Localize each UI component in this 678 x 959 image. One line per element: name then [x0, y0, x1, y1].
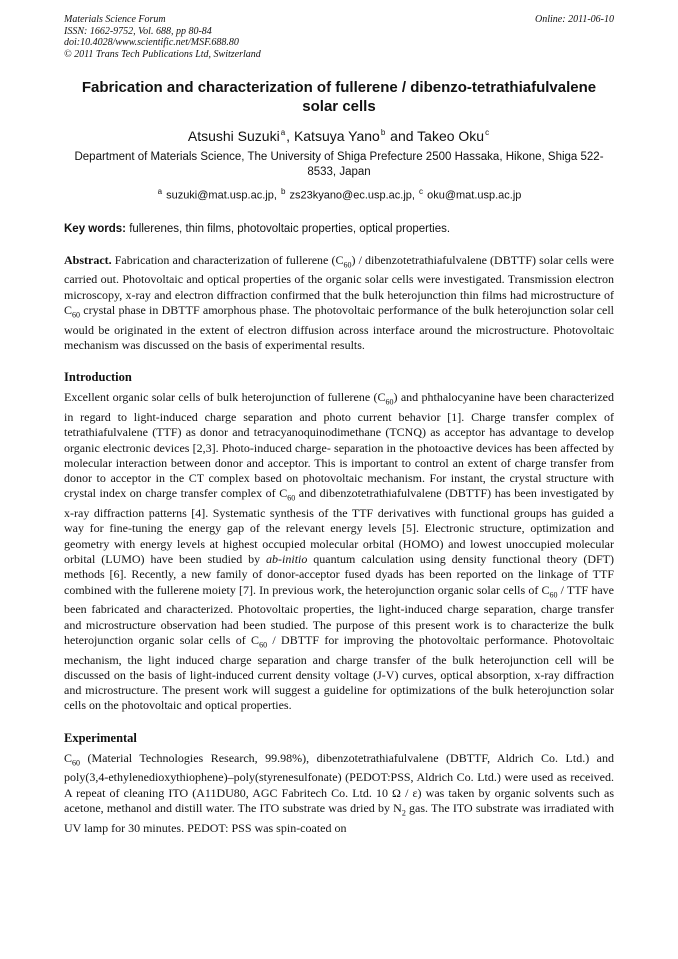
email-text: oku@mat.usp.ac.jp — [424, 189, 522, 202]
online-date: Online: 2011-06-10 — [535, 14, 614, 25]
body-text: / TTF have been fabricated and characterized. Photovoltaic properties, the light-induced charge separation, charge transfer and microstructure observation had been studied. The purpose of this present work is to characterize the bulk heterojunction organic solar cells of C — [64, 582, 615, 647]
abstract-text: crystal phase in DBTTF amorphous phase. The photovoltaic performance of the bulk heterojunction solar cell would be originated in the extent of electron diffusion across interface around the microstructure. Photovoltaic mechanism was discussed on the basis of experimental results. — [64, 302, 614, 352]
journal-header — [64, 14, 614, 60]
paper-page — [64, 14, 614, 836]
journal-doi: doi:10.4028/www.scientific.net/MSF.688.80 — [64, 37, 239, 48]
journal-issn: ISSN: 1662-9752, Vol. 688, pp 80-84 — [64, 25, 212, 37]
email-text: suzuki@mat.usp.ac.jp, — [163, 189, 280, 202]
subscript: 60 — [549, 589, 558, 599]
keywords-text: fullerenes, thin films, photovoltaic properties, optical properties. — [126, 222, 451, 235]
email-text: zs23kyano@ec.usp.ac.jp, — [286, 189, 419, 202]
affiliation: Department of Materials Science, The University of Shiga Prefecture 2500 Hassaka, Hikone, Shiga 522-8533, Japan — [74, 151, 604, 178]
paper-title: Fabrication and characterization of fullerene / dibenzo-tetrathiafulvalene solar cells — [81, 79, 597, 115]
journal-name: Materials Science Forum — [64, 14, 166, 25]
subscript: 60 — [343, 260, 352, 270]
author-name: Katsuya Yano — [293, 128, 380, 144]
author-name: Atsushi Suzuki — [187, 128, 280, 144]
abstract-text: Fabrication and characterization of fullerene (C — [111, 252, 344, 267]
author-separator: , — [286, 128, 294, 144]
email-superscript: c — [419, 187, 424, 196]
body-text: Excellent organic solar cells of bulk heterojunction of fullerene (C — [64, 390, 386, 405]
introduction-paragraph — [64, 390, 614, 714]
experimental-paragraph — [64, 751, 614, 836]
abstract-text: ) / dibenzotetrathiafulvalene (DBTTF) solar cells were carried out. Photovoltaic and optical properties of the organic solar cells were investigated. Transmission electron microscopy, x-ray and electron diffraction confirmed that the bulk heterojunction thin films had microstructure of C — [64, 252, 614, 317]
body-text: gas. The ITO substrate was irradiated with UV lamp for 30 minutes. PEDOT: PSS was spin-coated on — [64, 801, 614, 835]
keywords-label: Key words: — [64, 222, 126, 235]
subscript: 60 — [72, 758, 81, 768]
author-superscript: c — [485, 128, 490, 138]
abstract-label: Abstract. — [64, 252, 112, 267]
email-superscript: b — [280, 187, 286, 196]
keywords — [64, 223, 614, 235]
subscript: 60 — [259, 640, 268, 650]
subscript: 60 — [287, 493, 296, 503]
abstract — [64, 253, 614, 354]
italic-term: ab-initio — [266, 551, 308, 566]
email-list — [64, 187, 614, 202]
introduction-heading: Introduction — [64, 370, 132, 385]
body-text: and dibenzotetrathiafulvalene (DBTTF) has been investigated by x-ray diffraction patterns [4]. Systematic synthesis of the TTF derivatives with functional groups has guided a way for fine-tuning the energy gap of the relevant energy levels [5]. Electronic structure, optimization and geometry with energy levels at highest occupied molecular orbital (HOMO) and lowest unoccupied molecular orbital (LUMO) have been studied by — [64, 486, 614, 566]
body-text: (Material Technologies Research, 99.98%), dibenzotetrathiafulvalene (DBTTF, Aldrich Co. Ltd.) and poly(3,4-ethylenedioxythiophene)–poly(styrenesulfonate) (PEDOT:PSS, Aldrich Co. Ltd.) were used as received. A repeat of cleaning ITO (A11DU80, AGC Fabritech Co. Ltd. 10 Ω / ε) was taken by organic solvents such as acetone, methanol and distill water. The ITO substrate was dried by N — [64, 750, 614, 815]
email-superscript: a — [157, 187, 163, 196]
body-text: quantum calculation using density functional theory (DFT) methods [6]. Recently, a new family of donor-acceptor fused dyads has been reported on the linkage of TTF combined with the fullerene moiety [7]. In previous work, the heterojunction organic solar cells of C — [64, 551, 614, 597]
author-name: Takeo Oku — [417, 128, 485, 144]
author-superscript: a — [280, 128, 286, 138]
author-superscript: b — [380, 128, 386, 138]
body-text: C — [64, 750, 73, 765]
subscript: 60 — [72, 310, 81, 320]
author-list — [64, 128, 614, 144]
author-separator: and — [386, 128, 418, 144]
subscript: 60 — [385, 397, 394, 407]
body-text: / DBTTF for improving the photovoltaic performance. Photovoltaic mechanism, the light induced charge separation and charge transfer of the bulk heterojunction cell will be discussed on the basis of light-induced current density voltage (J-V) curves, optical absorption, x-ray diffraction and microstructure. The present work will suggest a guideline for optimizations of the bulk heterojunction solar cells on the photovoltaic and optical properties. — [64, 632, 614, 713]
body-text: ) and phthalocyanine have been characterized in regard to light-induced charge separation and photo current behavior [1]. Charge transfer complex of tetrathiafulvalene (TTF) as donor and tetracyanoquinodimethane (TCNQ) as acceptor has advantage to develop organic electronic devices [2,3]. Photo-induced charge- separation in the photoactive devices has been affected by molecular interaction between donor and acceptor. This is important to control an extent of charge transfer from donor to acceptor in the CT complex based on photovoltaic mechanism. For instant, the crystal structure with crystal index on charge transfer complex of C — [64, 390, 614, 501]
subscript: 2 — [401, 808, 406, 818]
experimental-heading: Experimental — [64, 730, 137, 745]
journal-copyright: © 2011 Trans Tech Publications Ltd, Switzerland — [64, 48, 261, 60]
